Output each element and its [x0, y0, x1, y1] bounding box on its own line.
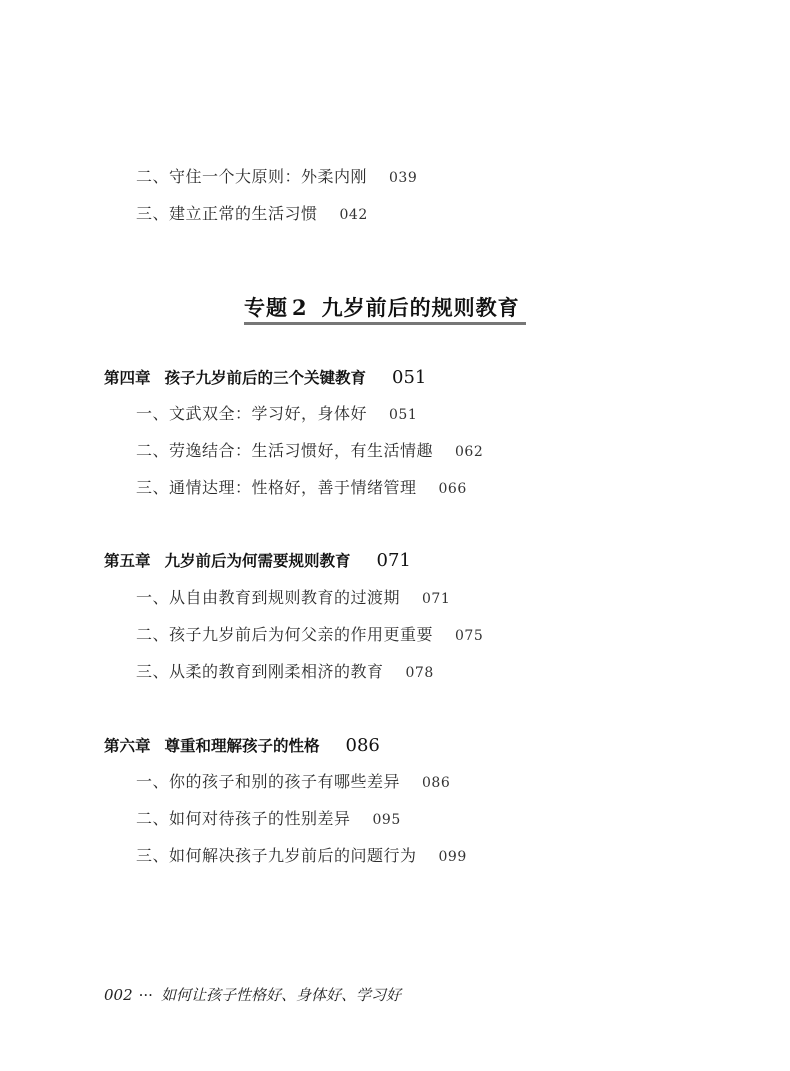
toc-page-number: 042: [339, 207, 368, 223]
chapter-title: 九岁前后为何需要规则教育: [164, 551, 351, 570]
footer-page-number: 002: [104, 986, 133, 1004]
toc-section[interactable]: [136, 661, 434, 684]
toc-section-label: 一、从自由教育到规则教育的过渡期: [136, 588, 401, 607]
toc-section-label: 三、从柔的教育到刚柔相济的教育: [136, 662, 384, 681]
toc-section[interactable]: [136, 440, 483, 463]
topic-title: 九岁前后的规则教育: [321, 295, 520, 320]
chapter-label: 第四章: [104, 368, 151, 387]
toc-page-number: 078: [405, 665, 434, 681]
toc-chapter[interactable]: [104, 367, 426, 389]
topic-prefix: 专题: [244, 295, 288, 320]
toc-section[interactable]: [136, 166, 417, 189]
toc-section[interactable]: [136, 587, 450, 610]
toc-section-label: 二、如何对待孩子的性别差异: [136, 809, 351, 828]
chapter-title: 孩子九岁前后的三个关键教育: [164, 368, 367, 387]
toc-section[interactable]: [136, 624, 483, 647]
chapter-label: 第五章: [104, 551, 151, 570]
toc-page-number: 071: [422, 591, 451, 607]
toc-section-label: 二、守住一个大原则：外柔内刚: [136, 167, 368, 186]
toc-chapter[interactable]: [104, 735, 380, 757]
toc-page-number: 039: [389, 170, 418, 186]
toc-section[interactable]: [136, 808, 401, 831]
toc-page-number: 071: [376, 550, 411, 571]
toc-page-number: 095: [372, 812, 401, 828]
toc-section-label: 一、你的孩子和别的孩子有哪些差异: [136, 772, 401, 791]
toc-section[interactable]: [136, 477, 467, 500]
toc-section-label: 三、如何解决孩子九岁前后的问题行为: [136, 846, 417, 865]
toc-page-number: 075: [455, 628, 484, 644]
toc-section-label: 三、建立正常的生活习惯: [136, 204, 318, 223]
toc-section-label: 三、通情达理：性格好，善于情绪管理: [136, 478, 417, 497]
toc-page-number: 066: [438, 481, 467, 497]
toc-page-number: 086: [422, 775, 451, 791]
toc-section-label: 二、孩子九岁前后为何父亲的作用更重要: [136, 625, 434, 644]
toc-section[interactable]: [136, 403, 417, 426]
toc-page-number: 062: [455, 444, 484, 460]
topic-number: 2: [292, 295, 308, 320]
chapter-label: 第六章: [104, 736, 151, 755]
toc-page-number: 051: [389, 407, 418, 423]
topic-underline: [244, 322, 526, 325]
footer-separator: ···: [138, 986, 153, 1004]
chapter-title: 尊重和理解孩子的性格: [164, 736, 320, 755]
page-footer: [104, 985, 401, 1005]
toc-chapter[interactable]: [104, 550, 411, 572]
toc-section-label: 二、劳逸结合：生活习惯好，有生活情趣: [136, 441, 434, 460]
toc-page-number: 099: [438, 849, 467, 865]
toc-page-number: 051: [392, 367, 427, 388]
footer-book-title: 如何让孩子性格好、身体好、学习好: [160, 986, 401, 1004]
toc-section[interactable]: [136, 203, 368, 226]
toc-section[interactable]: [136, 845, 467, 868]
toc-section[interactable]: [136, 771, 450, 794]
topic-heading: [244, 294, 526, 322]
toc-page-number: 086: [345, 735, 380, 756]
toc-section-label: 一、文武双全：学习好，身体好: [136, 404, 368, 423]
